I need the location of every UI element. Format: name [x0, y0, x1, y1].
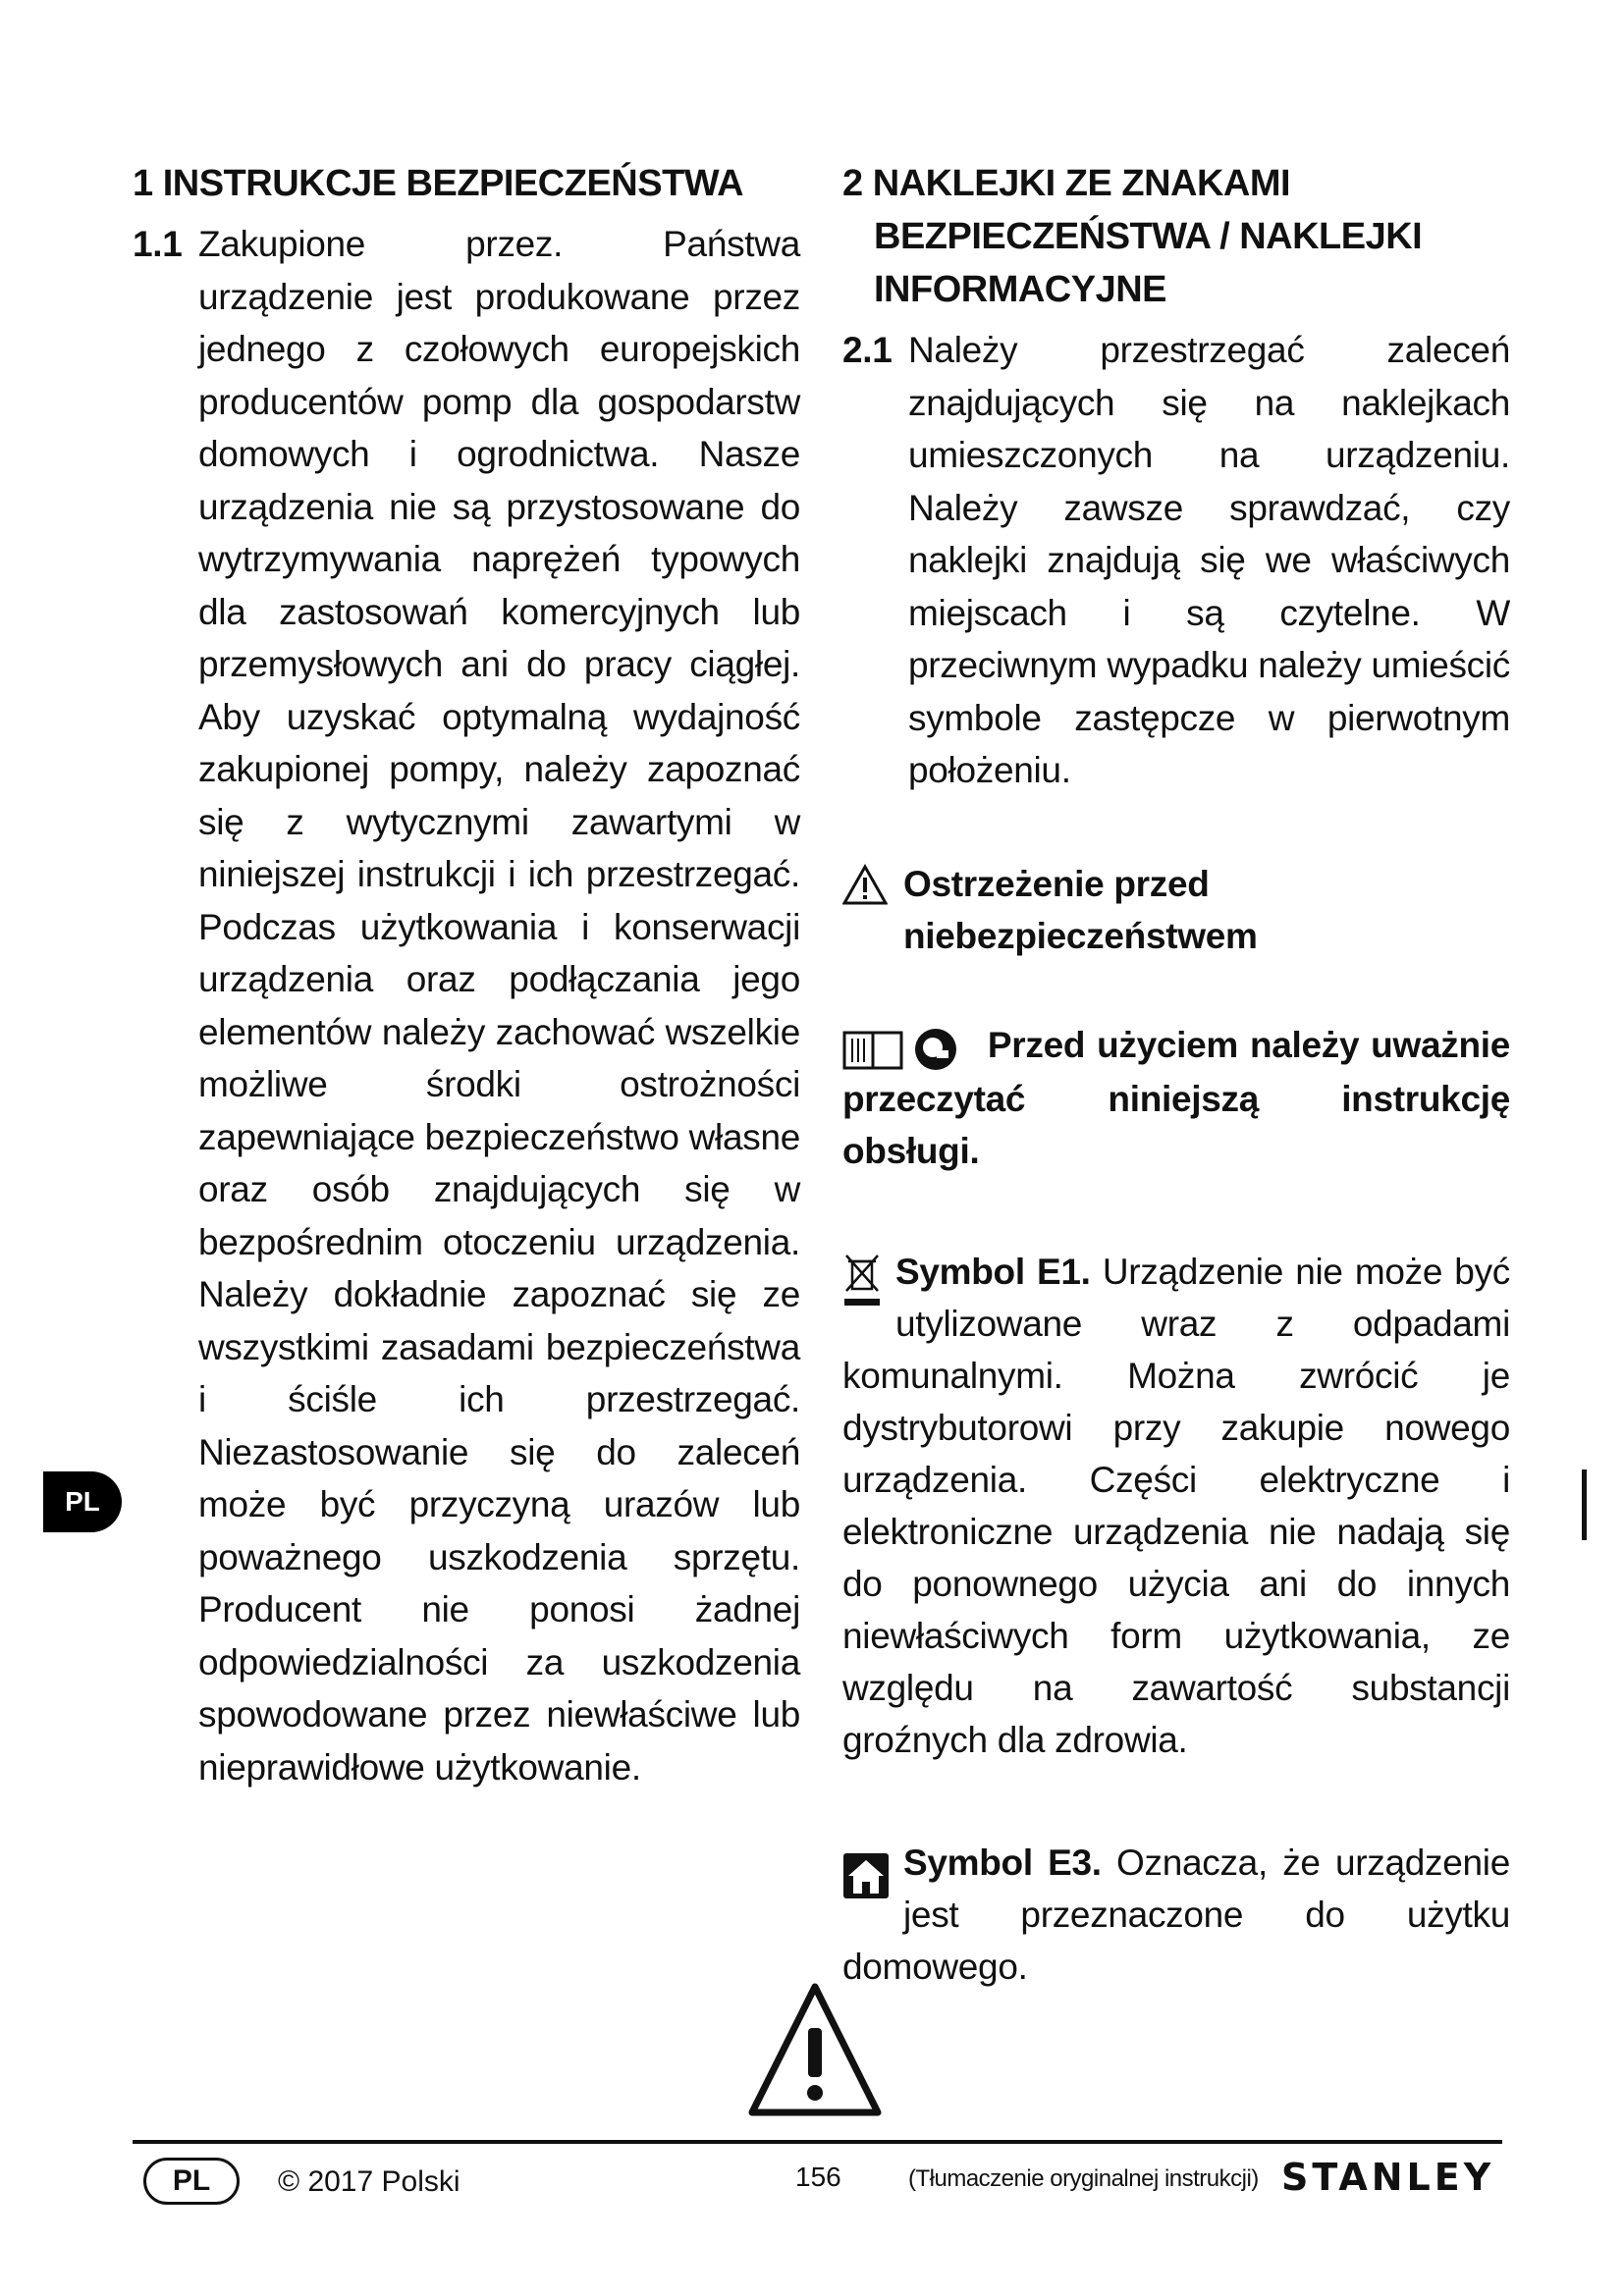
read-manual-icons: [842, 1021, 958, 1073]
paragraph-text: Zakupione przez. Państwa urządzenie jest produkowane przez jednego z czołowych europejskich producentów pomp dla gospodarstw domowych i ogrodnictwa. Nasze urządzenia nie są przystosowane do wytrzymywania naprężeń typowych dla zastosowań komercyjnych lub przemysłowych ani do pracy ciągłej. Aby uzyskać optymalną wydajność zakupionej pompy, należy zapoznać się z wytycznymi zawartymi w niniejszej instrukcji i ich przestrzegać. Podczas użytkowania i konserwacji urządzenia oraz podłączania jego elementów należy zachować wszelkie możliwe środki ostrożności zapewniające bezpieczeństwo własne oraz osób znajdujących się w bezpośrednim otoczeniu urządzenia. Należy dokładnie zapoznać się ze wszystkimi zasadami bezpieczeństwa i ściśle ich przestrzegać. Niezastosowanie się do zaleceń może być przyczyną urazów lub poważnego uszkodzenia sprzętu. Producent nie ponosi żadnej odpowiedzialności za uszkodzenia spowodowane przez niewłaściwe lub nieprawidłowe użytkowanie.: [198, 224, 801, 1788]
symbol-e3-text: Oznacza, że urządzenie jest przeznaczone do użytku domowego.: [842, 1842, 1510, 1988]
manual-book-icon: [842, 1027, 903, 1072]
symbol-e3-label: Symbol E3.: [903, 1842, 1102, 1884]
footer-language-badge: PL: [143, 2158, 240, 2205]
warning-block: [842, 858, 1510, 962]
language-side-tab: PL: [43, 1471, 122, 1532]
symbol-e1-block: [842, 1246, 1510, 1766]
footer-copyright: © 2017 Polski: [278, 2165, 460, 2198]
crossed-bin-icon: [842, 1252, 882, 1310]
page-number: 156: [795, 2162, 841, 2192]
read-manual-block: [842, 1019, 1510, 1178]
paragraph-text: Należy przestrzegać zaleceń znajdujących się na naklejkach umieszczonych na urządzeniu. Należy zawsze sprawdzać, czy naklejki znajdują się we właściwych miejscach i są czytelne. W przeciwnym wypadku należy umieścić symbole zastępcze w pierwotnym położeniu.: [908, 330, 1510, 790]
margin-bar: [1582, 1469, 1587, 1540]
house-icon: [842, 1852, 890, 1899]
footer: [0, 2156, 1624, 2211]
paragraph-number: 2.1: [842, 330, 893, 370]
section-1-title: 1 INSTRUKCJE BEZPIECZEŃSTWA: [133, 163, 744, 204]
footer-divider: [133, 2140, 1502, 2144]
brand-logo: STANLEY: [1281, 2156, 1495, 2199]
paragraph-2-1: [842, 324, 1510, 797]
footer-translation-note: (Tłumaczenie oryginalnej instrukcji): [908, 2165, 1259, 2192]
paragraph-1-1: [133, 218, 800, 1793]
warning-text: Ostrzeżenie przed niebezpieczeństwem: [903, 863, 1258, 956]
read-manual-icon: [913, 1027, 958, 1072]
symbol-e1-text: Urządzenie nie może być utylizowane wraz z odpadami komunalnymi. Można zwrócić je dystrybutorowi przy zakupie nowego urządzenia. Części elektryczne i elektroniczne urządzenia nie nadają się do ponownego użycia ani do innych niewłaściwych form użytkowania, ze względu na zawartość substancji groźnych dla zdrowia.: [842, 1252, 1510, 1761]
warning-triangle-icon: [746, 1981, 884, 2118]
symbol-e3-block: [842, 1837, 1510, 1993]
section-1: [133, 157, 800, 1793]
paragraph-number: 1.1: [133, 224, 183, 264]
read-manual-text: Przed użyciem należy uważnie przeczytać niniejszą instrukcję obsługi.: [842, 1024, 1510, 1172]
warning-triangle-icon: [842, 864, 888, 905]
section-2-title: 2 NAKLEJKI ZE ZNAKAMI BEZPIECZEŃSTWA / NAKLEJKI INFORMACYJNE: [842, 163, 1423, 310]
symbol-e1-label: Symbol E1.: [895, 1252, 1091, 1293]
section-2: [842, 157, 1510, 1993]
